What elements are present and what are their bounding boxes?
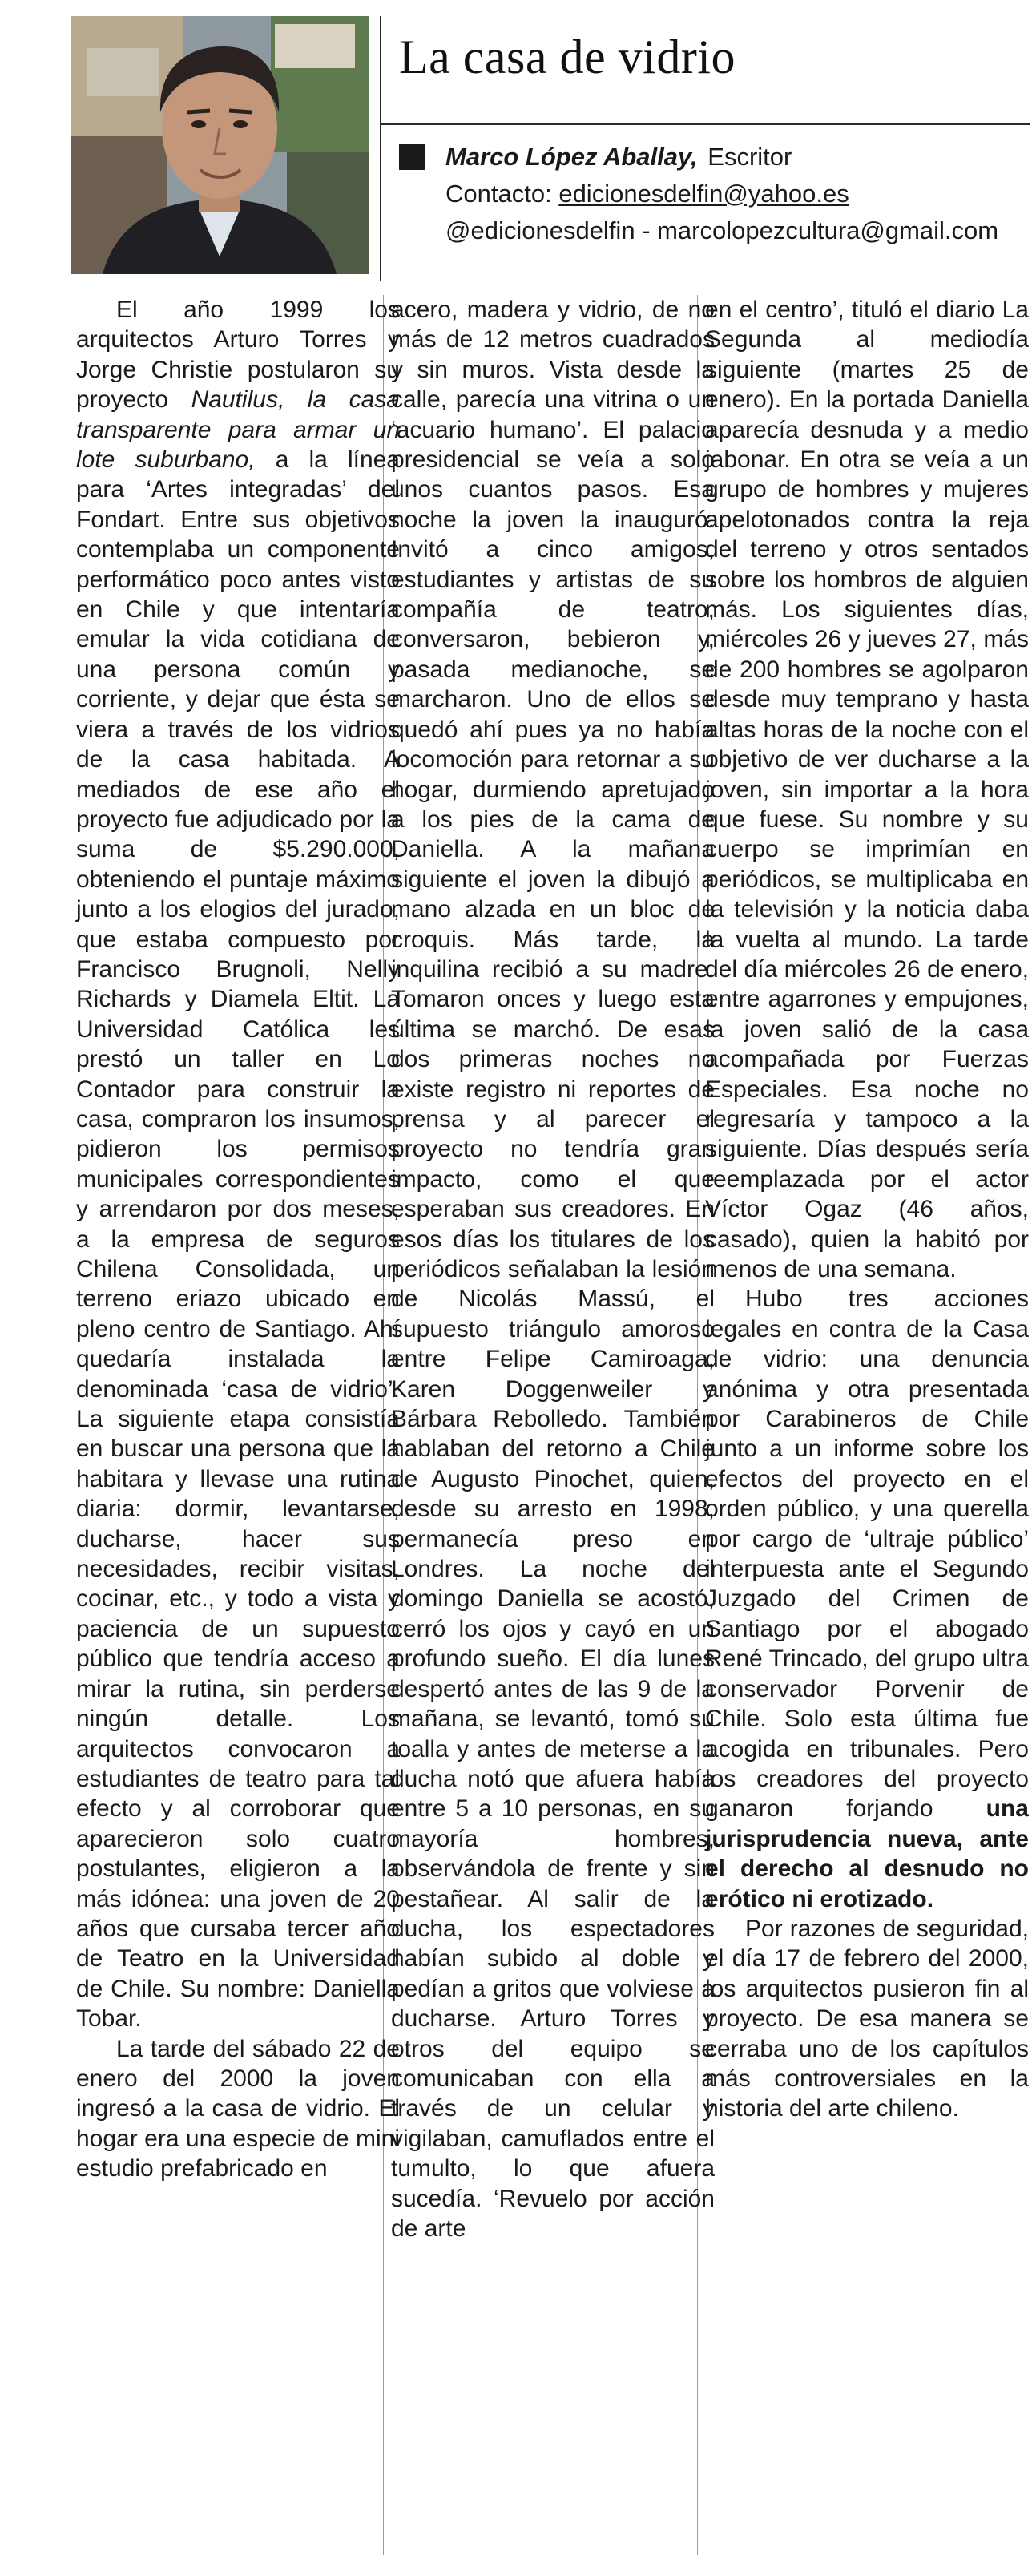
project-name-emphasis: Nautilus, la casa transparente para armar un lote suburbano, [76, 386, 400, 474]
article-title: La casa de vidrio [399, 30, 736, 83]
article-column-2 [391, 295, 715, 2243]
author-line [399, 139, 1024, 176]
paragraph: El año 1999 los arquitectos Arturo Torres y Jorge Christie postularon su proyecto Nautilus, la casa transparente para armar un lote suburbano, a la línea para ‘Artes integradas’ del Fondart. Entre sus objetivos contemplaba un componente performático poco antes visto en Chile y que intentaría emular la vida cotidiana de una persona común y corriente, y dejar que ésta se viera a través de los vidrios de la casa habitada. A mediados de ese año el proyecto fue adjudicado por la suma de $5.290.000, obteniendo el puntaje máximo junto a los elogios del jurado, que estaba compuesto por Francisco Brugnoli, Nelly Richards y Diamela Eltit. La Universidad Católica les prestó un taller en Lo Contador para construir la casa, compraron los insumos, pidieron los permisos municipales correspondientes y arrendaron por dos meses, a la empresa de seguros Chilena Consolidada, un terreno eriazo ubicado en pleno centro de Santiago. Ahí quedaría instalada la denominada ‘casa de vidrio’. La siguiente etapa consistía en buscar una persona que la habitara y llevase una rutina diaria: dormir, levantarse, ducharse, hacer sus necesidades, recibir visitas, cocinar, etc., y todo a vista y paciencia de un supuesto público que tendría acceso a mirar la rutina, sin perderse ningún detalle. Los arquitectos convocaron a estudiantes de teatro para tal efecto y al corroborar que aparecieron solo cuatro postulantes, eligieron a la más idónea: una joven de 20 años que cursaba tercer año de Teatro en la Universidad de Chile. Su nombre: Daniella Tobar. [76, 297, 400, 2033]
contact-email-link[interactable]: edicionesdelfin@yahoo.es [558, 180, 849, 208]
contact-label: Contacto: [445, 180, 552, 208]
social-line: @edicionesdelfin - marcolopezcultura@gmail.com [445, 216, 999, 244]
author-photo [71, 16, 369, 274]
contact-line [399, 176, 1024, 212]
author-role: Escritor [707, 143, 792, 171]
paragraph: Hubo tres acciones legales en contra de la Casa de vidrio: una denuncia anónima y otra presentada por Carabineros de Chile junto a un informe sobre los efectos del proyecto en el orden público, y una querella por cargo de ‘ultraje público’ interpuesta ante el Segundo Juzgado del Crimen de Santiago por el abogado René Trincado, del grupo ultra conservador Porvenir de Chile. Solo esta última fue acogida en tribunales. Pero los creadores del proyecto ganaron forjando una jurisprudencia nueva, ante el derecho al desnudo no erótico ni erotizado. [705, 1286, 1029, 1912]
author-name: Marco López Aballay, [445, 143, 698, 171]
paragraph: Por razones de seguridad, el día 17 de febrero del 2000, los arquitectos pusieron fin al proyecto. De esa manera se cerraba uno de los capítulos más controversiales en la historia del arte chileno. [705, 1915, 1029, 2122]
bold-conclusion: una jurisprudencia nueva, ante el derecho al desnudo no erótico ni erotizado. [705, 1795, 1029, 1912]
paragraph: La tarde del sábado 22 de enero del 2000 la joven ingresó a la casa de vidrio. El hogar era una especie de mini estudio prefabricado en [76, 2035, 400, 2182]
article-column-3 [705, 295, 1029, 2124]
article-column-1 [76, 295, 400, 2184]
header-vertical-rule [380, 16, 381, 281]
paragraph: acero, madera y vidrio, de no más de 12 metros cuadrados y sin muros. Vista desde la calle, parecía una vitrina o un ‘acuario humano’. El palacio presidencial se veía a solo unos cuantos pasos. Esa noche la joven la inauguró. Invitó a cinco amigos, estudiantes y artistas de su compañía de teatro, conversaron, bebieron y, pasada medianoche, se marcharon. Uno de ellos se quedó ahí pues ya no había locomoción para retornar a su hogar, durmiendo apretujado a los pies de la cama de Daniella. A la mañana siguiente el joven la dibujó a mano alzada en un bloc de croquis. Más tarde, la inquilina recibió a su madre. Tomaron onces y luego esta última se marchó. De esas dos primeras noches no existe registro ni reportes de prensa y al parecer el proyecto no tendría gran impacto, como el que esperaban sus creadores. En esos días los titulares de los periódicos señalaban la lesión de Nicolás Massú, el supuesto triángulo amoroso entre Felipe Camiroaga, Karen Doggenweiler y Bárbara Rebolledo. También hablaban del retorno a Chile de Augusto Pinochet, quien, desde su arresto en 1998, permanecía preso en Londres. La noche del domingo Daniella se acostó, cerró los ojos y cayó en un profundo sueño. El día lunes despertó antes de las 9 de la mañana, se levantó, tomó su toalla y antes de meterse a la ducha notó que afuera había entre 5 a 10 personas, en su mayoría hombres, observándola de frente y sin pestañear. Al salir de la ducha, los espectadores habían subido al doble y pedían a gritos que volviese a ducharse. Arturo Torres y otros del equipo se comunicaban con ella a través de un celular y vigilaban, camuflados entre el tumulto, lo que afuera sucedía. ‘Revuelo por acción de arte [391, 297, 715, 2242]
title-rule [380, 123, 1030, 125]
author-block [399, 139, 1024, 249]
paragraph: en el centro’, tituló el diario La Segunda al mediodía siguiente (martes 25 de enero). En la portada Daniella aparecía desnuda y a medio jabonar. En otra se veía a un grupo de hombres y mujeres apelotonados contra la reja del terreno y otros sentados sobre los hombros de alguien más. Los siguientes días, miércoles 26 y jueves 27, más de 200 hombres se agolparon desde muy temprano y hasta altas horas de la noche con el objetivo de ver ducharse a la joven, sin importar a la hora que fuese. Su nombre y su cuerpo se imprimían en periódicos, se multiplicaba en la televisión y la noticia daba la vuelta al mundo. La tarde del día miércoles 26 de enero, entre agarrones y empujones, la joven salió de la casa acompañada por Fuerzas Especiales. Esa noche no regresaría y tampoco a la siguiente. Días después sería reemplazada por el actor Víctor Ogaz (46 años, casado), quien la habitó por menos de una semana. [705, 297, 1029, 1282]
bullet-square-icon [399, 144, 425, 170]
